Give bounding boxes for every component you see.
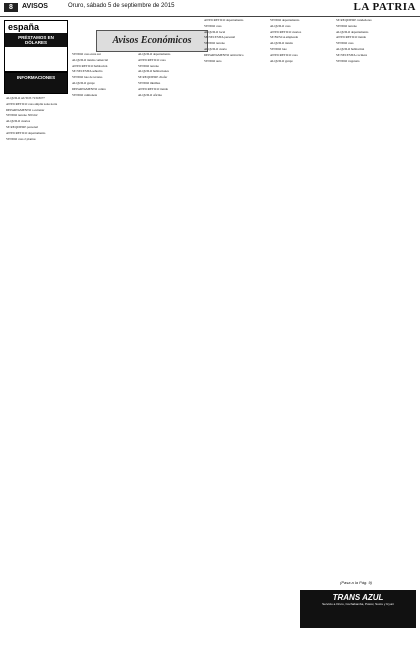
- classified-ad: SE NECESITA personal: [204, 35, 236, 40]
- dateline: Oruro, sábado 5 de septiembre de 2015: [68, 3, 175, 9]
- classified-ad: ALQUILO oficina: [138, 92, 162, 97]
- classified-ad: ALQUILO cuartos: [6, 119, 31, 124]
- classified-ad: SE BUSCA empleada: [270, 35, 298, 40]
- espana-logo: españa: [8, 22, 40, 32]
- page-header: [0, 0, 420, 17]
- classified-ad: VENDO lote: [270, 46, 287, 51]
- classified-ad: VENDO vagoneta: [336, 58, 360, 63]
- continued-note: (Pasa a la Pág. 9): [340, 580, 373, 585]
- classified-ad: ALQUILO garaje: [72, 80, 95, 85]
- classified-ad: ANTICRETICO tienda: [336, 35, 366, 40]
- classified-ad: SE REQUIERE chofer: [138, 75, 168, 80]
- classified-ad: ALQUILO departamento: [336, 29, 369, 34]
- classified-ad: VENDO terreno: [336, 23, 357, 28]
- classified-ad: VENDO minibus: [138, 80, 161, 85]
- classified-ad: ANTICRETICO casa: [138, 57, 166, 62]
- classified-ad: SE REQUIERE vendedores: [336, 18, 372, 22]
- espana-headline: PRÉSTAMOS EN DÓLARES: [5, 33, 67, 47]
- classified-ad: ANTICRETICO casa amplia zona norte: [6, 101, 58, 106]
- classified-ad: SE NECESITA señorita: [72, 69, 103, 74]
- classified-ad: SE REQUIERE personal: [6, 124, 38, 129]
- classified-ad: VENDO casa 2 plantas: [6, 136, 36, 141]
- informaciones-ad: [4, 72, 68, 94]
- classified-ad: ALQUILO habitaciones: [138, 69, 169, 74]
- classified-ad: VENDO auto: [204, 58, 222, 63]
- classified-ad: ANTICRETICO departamento: [6, 130, 46, 135]
- trans-azul-text: Servicio a Oruro, Cochabamba, Potosí, Sucre y Uyuni: [322, 602, 394, 606]
- column-4: [202, 18, 264, 628]
- classified-ad: ALQUILO habitación: [336, 46, 365, 51]
- classified-ad: ALQUILO tienda: [270, 41, 293, 46]
- classified-ad: ALQUILO tienda comercial: [72, 57, 109, 62]
- classified-ad: VENDO casa zona sur: [72, 52, 101, 56]
- classified-ad: ALQUILO local: [204, 29, 226, 34]
- classified-ad: ALQUILO garaje: [270, 58, 293, 63]
- classified-ad: ALQUILO departamento: [138, 52, 171, 56]
- classified-ad: VENDO terreno: [138, 63, 159, 68]
- classified-ad: DEPARTAMENTO anticrético: [204, 52, 244, 57]
- column-1: [4, 96, 66, 626]
- page-number: 8: [4, 3, 18, 12]
- classified-ad: ALQUILO cuarto: [204, 46, 227, 51]
- classified-ad: ALQUILO casa: [270, 23, 291, 28]
- avisos-banner: Avisos Económicos: [96, 30, 208, 52]
- espana-ad: [4, 20, 68, 72]
- column-3: [136, 52, 198, 612]
- classified-ad: VENDO camioneta: [72, 92, 98, 97]
- masthead: LA PATRIA: [353, 1, 416, 13]
- classified-ad: VENDO casa: [204, 23, 222, 28]
- section-title: AVISOS: [22, 3, 48, 10]
- classified-ad: ALQUILO AUTOS 72318077: [6, 96, 45, 100]
- classified-ad: VENDO casa: [336, 41, 354, 46]
- trans-azul-brand: TRANS AZUL: [332, 593, 384, 602]
- classified-ad: VENDO terreno: [204, 41, 225, 46]
- classified-ad: VENDO terreno 300 m2: [6, 113, 38, 118]
- classified-ad: SE NECESITA cocinera: [336, 52, 368, 57]
- classified-ad: ANTICRETICO casa: [270, 52, 298, 57]
- trans-azul-ad: [300, 590, 416, 628]
- classified-ad: VENDO lote de terreno: [72, 75, 103, 80]
- column-6: [334, 18, 416, 578]
- classified-ad: DEPARTAMENTO a estrenar: [6, 107, 45, 112]
- classified-ad: ANTICRETICO cuartos: [270, 29, 302, 34]
- informaciones-text: INFORMACIONES: [16, 75, 56, 80]
- classified-ad: ANTICRETICO tienda: [138, 86, 168, 91]
- classified-ad: ANTICRETICO departamento: [204, 18, 244, 22]
- column-5: [268, 18, 330, 628]
- classified-ad: ANTICRETICO habitación: [72, 63, 108, 68]
- classified-ad: DEPARTAMENTO centro: [72, 86, 106, 91]
- classified-ad: VENDO departamento: [270, 18, 300, 22]
- column-2: [70, 52, 132, 662]
